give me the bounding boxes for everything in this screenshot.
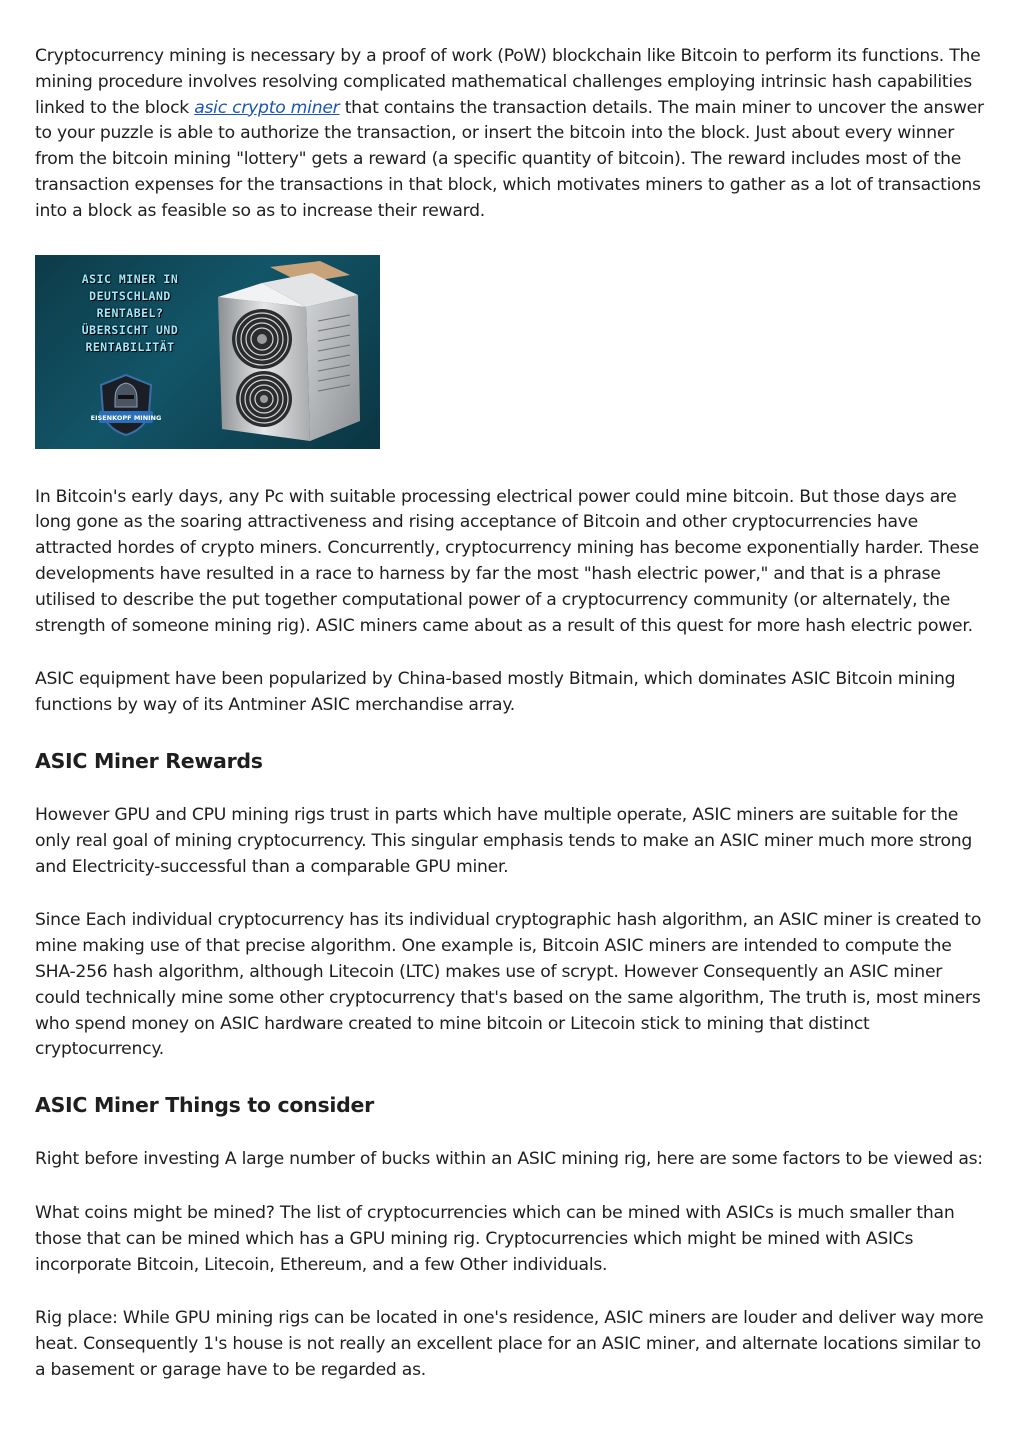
section-heading-considerations: ASIC Miner Things to consider [35, 1093, 374, 1118]
coins-paragraph: What coins might be mined? The list of cryptocurrencies which can be mined with ASICs is much smaller than those that can be mined which has a GPU mining rig. Cryptocurrencies which might be mined with ASICs incorporate Bitcoin, Litecoin, Ethereum, and a few Other individuals. [35, 1202, 955, 1275]
bitmain-paragraph: ASIC equipment have been popularized by China-based mostly Bitmain, which dominates ASIC Bitcoin mining functions by way of its Antminer ASIC merchandise array. [35, 669, 956, 716]
intro-text-after-link: that contains the transaction details. The main miner to uncover the answer to your puzzle is able to authorize the transaction, or insert the bitcoin into the block. Just about every winner from the bitcoin mining "lottery" gets a reward (a specific quantity of bitcoin). The reward includes most of the transaction expenses for the transactions in that block, which motivates miners to gather as a lot of transactions into a block as feasible so as to increase their reward. [35, 97, 984, 221]
intro-paragraph [35, 44, 990, 225]
banner-line: ASIC MINER IN [81, 271, 179, 286]
asic-crypto-miner-link[interactable]: asic crypto miner [194, 97, 340, 118]
logo-text: EISENKOPF MINING [90, 413, 162, 422]
eisenkopf-mining-logo [90, 373, 162, 437]
banner-line: RENTABILITÄT [85, 339, 175, 354]
section-heading-rewards: ASIC Miner Rewards [35, 748, 263, 773]
intro-text-before-link: Cryptocurrency mining is necessary by a proof of work (PoW) blockchain like Bitcoin to perform its functions. The mining procedure involves resolving complicated mathematical challenges employing intrinsic hash capabilities linked to the block [35, 46, 981, 118]
banner-line: ÜBERSICHT UND [81, 322, 179, 337]
investing-intro-paragraph: Right before investing A large number of bucks within an ASIC mining rig, here are some factors to be viewed as: [35, 1149, 983, 1170]
antminer-device-illustration [200, 261, 375, 447]
banner-line: RENTABEL? [96, 305, 164, 320]
banner-caption [47, 271, 213, 356]
hash-algorithm-paragraph: Since Each individual cryptocurrency has its individual cryptographic hash algorithm, an ASIC miner is created to mine making use of that precise algorithm. One example is, Bitcoin ASIC miners are intended to compute the SHA-256 hash algorithm, although Litecoin (LTC) makes use of scrypt. However Consequently an ASIC miner could technically mine some other cryptocurrency that's based on the same algorithm, The truth is, most miners who spend money on ASIC hardware created to mine bitcoin or Litecoin stick to mining that distinct cryptocurrency. [35, 910, 982, 1060]
gpu-vs-asic-paragraph: However GPU and CPU mining rigs trust in parts which have multiple operate, ASIC miners are suitable for the only real goal of mining cryptocurrency. This singular emphasis tends to make an ASIC miner much more strong and Electricity-successful than a comparable GPU miner. [35, 804, 973, 877]
banner-line: DEUTSCHLAND [89, 288, 171, 303]
asic-miner-banner-image [35, 255, 380, 449]
early-days-paragraph: In Bitcoin's early days, any Pc with suitable processing electrical power could mine bitcoin. But those days are long gone as the soaring attractiveness and rising acceptance of Bitcoin and other cryptocurrencies have attracted hordes of crypto miners. Concurrently, cryptocurrency mining has become exponentially harder. These developments have resulted in a race to harness by far the most "hash electric power," and that is a phrase utilised to describe the put together computational power of a cryptocurrency community (or alternately, the strength of someone mining rig). ASIC miners came about as a result of this quest for more hash electric power. [35, 486, 979, 636]
rig-place-paragraph: Rig place: While GPU mining rigs can be located in one's residence, ASIC miners are louder and deliver way more heat. Consequently 1's house is not really an excellent place for an ASIC miner, and alternate locations similar to a basement or garage have to be regarded as. [35, 1308, 984, 1380]
